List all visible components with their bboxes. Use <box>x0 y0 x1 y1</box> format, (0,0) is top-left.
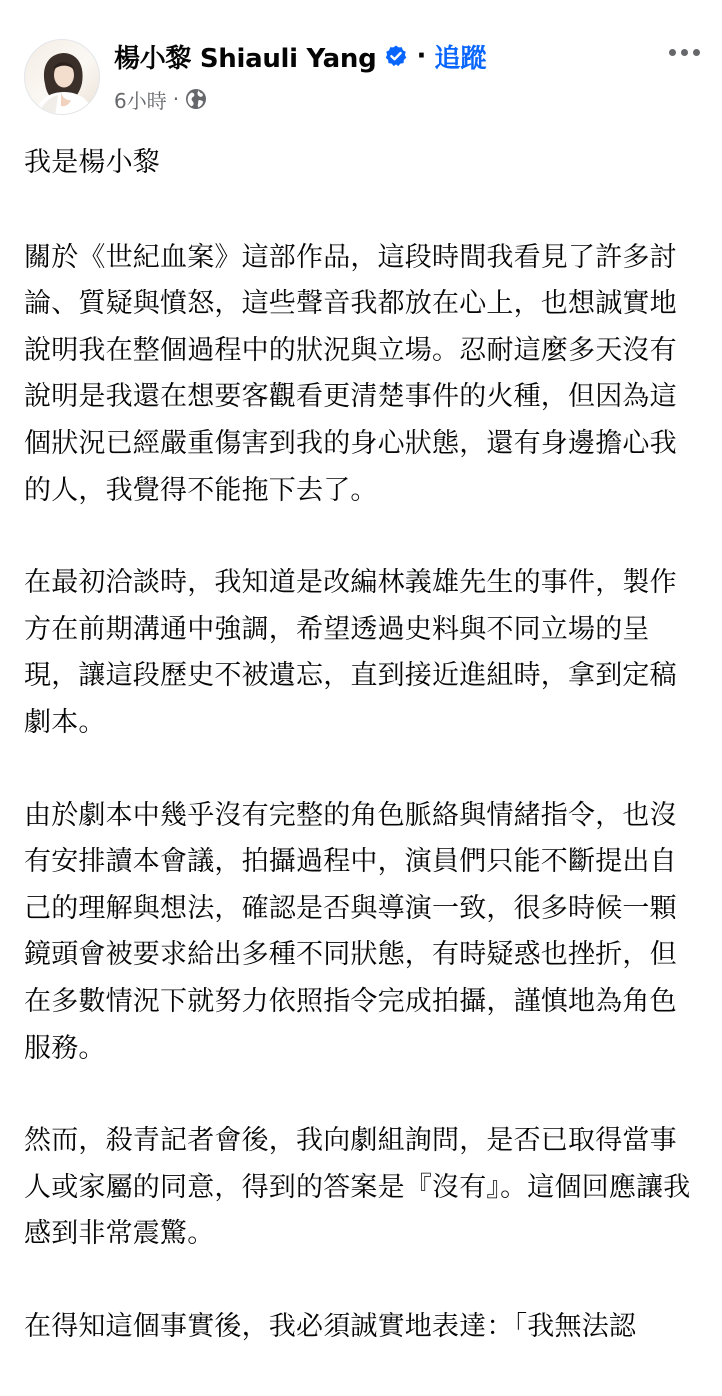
globe-icon[interactable] <box>185 88 207 110</box>
follow-button[interactable]: 追蹤 <box>434 43 487 74</box>
post-paragraph: 由於劇本中幾乎沒有完整的角色脈絡與情緒指令，也沒有安排讀本會議，拍攝過程中，演員們只能不斷提出自己的理解與想法，確認是否與導演一致，很多時候一顆鏡頭會被要求給出多種不同狀態，有時疑惑也挫折，但在多數情況下就努力依照指令完成拍攝，謹慎地為角色服務。 <box>24 799 677 1064</box>
post-time[interactable]: 6小時 <box>114 88 167 113</box>
post-paragraph: 關於《世紀血案》這部作品，這段時間我看見了許多討論、質疑與憤怒，這些聲音我都放在心上，也想誠實地說明我在整個過程中的狀況與立場。忍耐這麼多天沒有說明是我還在想要客觀看更清楚事件的火種，但因為這個狀況已經嚴重傷害到我的身心狀態，還有身邊擔心我的人，我覺得不能拖下去了。 <box>24 241 677 506</box>
post-author-row <box>114 36 486 76</box>
post-paragraph: 我是楊小黎 <box>24 147 160 178</box>
post-meta <box>114 84 207 114</box>
more-options-icon[interactable] <box>667 40 702 64</box>
post-header <box>0 0 722 128</box>
post-paragraph: 然而，殺青記者會後，我向劇組詢問，是否已取得當事人或家屬的同意，得到的答案是『沒有』。這個回應讓我感到非常震驚。 <box>24 1125 691 1250</box>
verified-badge-icon <box>384 44 408 68</box>
name-separator: · <box>416 41 427 71</box>
meta-separator: · <box>172 87 180 111</box>
avatar-photo <box>25 40 100 115</box>
author-avatar[interactable] <box>24 39 100 115</box>
post-body <box>24 140 698 1396</box>
post-paragraph: 在最初洽談時，我知道是改編林義雄先生的事件，製作方在前期溝通中強調，希望透過史料與不同立場的呈現，讓這段歷史不被遺忘，直到接近進組時，拿到定稿劇本。 <box>24 567 677 738</box>
author-name[interactable]: 楊小黎 Shiauli Yang <box>114 43 377 74</box>
post-paragraph: 在得知這個事實後，我必須誠實地表達：「我無法認 <box>24 1310 637 1342</box>
